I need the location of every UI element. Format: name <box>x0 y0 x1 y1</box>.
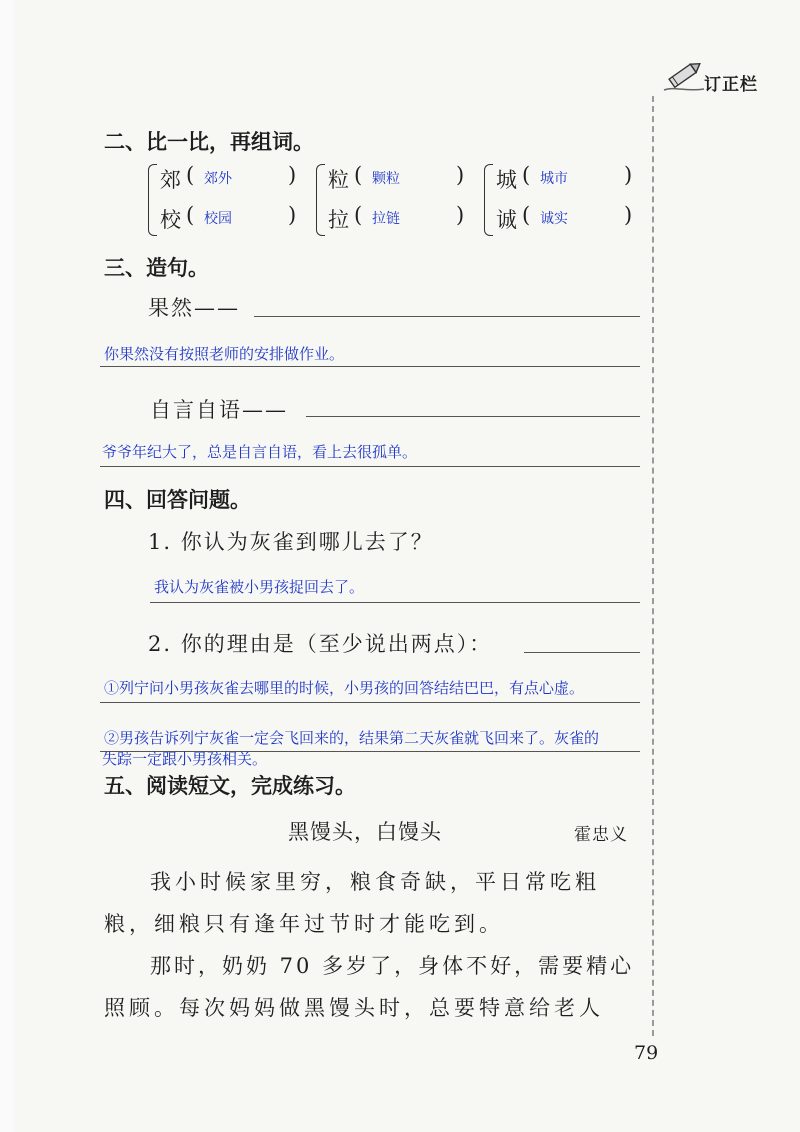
passage-line: 照顾。每次妈妈做黑馒头时，总要特意给老人 <box>104 996 604 1020</box>
passage-line: 粮，细粮只有逢年过节时才能吃到。 <box>104 912 504 936</box>
char: 城 <box>496 168 517 192</box>
question-2-answer-2-line-1[interactable]: ②男孩告诉列宁灰雀一定会飞回来的，结果第二天灰雀就飞回来了。灰雀的 <box>104 730 600 747</box>
page-number: 79 <box>634 1042 659 1064</box>
sentence-word-2: 自言自语—— <box>150 398 288 422</box>
brace <box>316 164 325 236</box>
answer-line <box>100 702 640 703</box>
word-group-3 <box>484 160 634 242</box>
answer-field[interactable]: 校园 <box>204 210 232 226</box>
pair-row: 郊 ( 郊外 ) <box>160 163 297 192</box>
pair-row: 校 ( 校园 ) <box>160 203 297 232</box>
answer-field[interactable]: 郊外 <box>204 170 232 186</box>
char: 粒 <box>328 168 349 192</box>
question-1-answer[interactable]: 我认为灰雀被小男孩捉回去了。 <box>154 579 365 596</box>
word-group-2 <box>316 160 466 242</box>
word-pair-grid <box>148 160 638 242</box>
answer-line <box>100 366 640 367</box>
section-2-title: 二、比一比，再组词。 <box>104 130 314 154</box>
section-3-title: 三、造句。 <box>104 256 209 280</box>
question-2-answer-1[interactable]: ①列宁问小男孩灰雀去哪里的时候，小男孩的回答结结巴巴，有点心虚。 <box>104 680 585 697</box>
passage-title: 黑馒头，白馒头 <box>288 820 442 844</box>
sentence-answer-2[interactable]: 爷爷年纪大了，总是自言自语，看上去很孤单。 <box>102 444 418 461</box>
passage-line: 我小时候家里穷，粮食奇缺，平日常吃粗 <box>150 870 600 894</box>
pair-row: 拉 ( 拉链 ) <box>328 203 465 232</box>
left-binding-margin <box>0 0 15 1132</box>
char: 诚 <box>496 208 517 232</box>
answer-field[interactable]: 颗粒 <box>372 170 400 186</box>
answer-line <box>306 416 640 417</box>
pair-row: 粒 ( 颗粒 ) <box>328 163 465 192</box>
correction-column-title: 订正栏 <box>704 75 758 95</box>
char: 校 <box>160 208 181 232</box>
answer-line <box>150 602 640 603</box>
answer-field[interactable]: 城市 <box>540 170 568 186</box>
question-1: 1. 你认为灰雀到哪儿去了？ <box>148 530 434 554</box>
answer-line <box>254 316 640 317</box>
answer-field[interactable]: 拉链 <box>372 210 400 226</box>
answer-line <box>524 652 640 653</box>
passage-line: 那时，奶奶 70 多岁了，身体不好，需要精心 <box>150 954 635 978</box>
brace <box>148 164 157 236</box>
correction-column-divider <box>652 96 654 1036</box>
char: 拉 <box>328 208 349 232</box>
section-4-title: 四、回答问题。 <box>104 488 251 512</box>
section-5-title: 五、阅读短文，完成练习。 <box>104 774 356 798</box>
word-group-1 <box>148 160 298 242</box>
brace <box>484 164 493 236</box>
sentence-answer-1[interactable]: 你果然没有按照老师的安排做作业。 <box>104 346 345 363</box>
char: 郊 <box>160 168 181 192</box>
pair-row: 城 ( 城市 ) <box>496 163 633 192</box>
passage-author: 霍忠义 <box>574 825 628 845</box>
answer-field[interactable]: 诚实 <box>540 210 568 226</box>
question-2: 2. 你的理由是（至少说出两点）： <box>148 632 493 656</box>
sentence-word-1: 果然—— <box>148 296 240 320</box>
question-2-answer-2-line-2[interactable]: 失踪一定跟小男孩相关。 <box>102 751 268 768</box>
pencil-icon <box>660 56 708 96</box>
answer-line <box>100 466 640 467</box>
pair-row: 诚 ( 诚实 ) <box>496 203 633 232</box>
